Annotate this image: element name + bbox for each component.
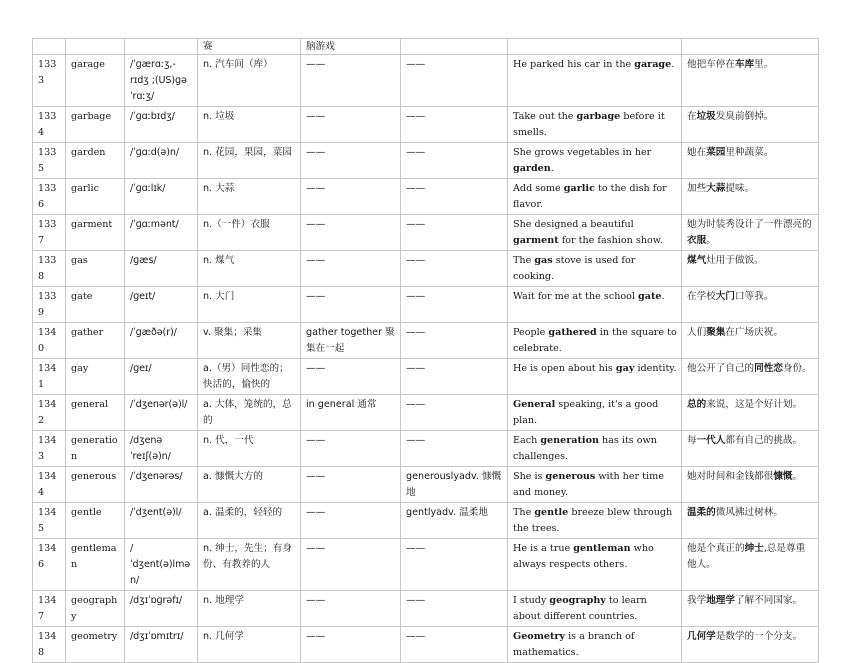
example-text: Wait for me at the school	[513, 291, 639, 302]
example-text: 。	[706, 235, 716, 246]
cell-example-cn	[682, 215, 819, 251]
keyword-highlight: geography	[549, 595, 606, 606]
cell-ipa: /ˈɡɑːlɪk/	[125, 179, 198, 215]
cell-num: 1348	[33, 627, 66, 663]
cell-phrase: ——	[301, 503, 401, 539]
cell-derivative: ——	[401, 251, 508, 287]
cell-word: garlic	[66, 179, 125, 215]
cell-example-en	[508, 251, 682, 287]
cell-num: 1345	[33, 503, 66, 539]
vocabulary-table	[32, 38, 819, 663]
keyword-highlight: 同性恋	[754, 363, 783, 374]
cell-num: 1335	[33, 143, 66, 179]
example-text: 她为时装秀设计了一件漂亮的	[687, 219, 812, 230]
vocabulary-table-body	[33, 39, 819, 663]
example-text: who always respects others.	[513, 543, 654, 570]
table-row	[33, 359, 819, 395]
cell-phrase: ——	[301, 143, 401, 179]
cell-word: garage	[66, 55, 125, 107]
cell-meaning: n. 几何学	[198, 627, 301, 663]
cell-example-en	[508, 143, 682, 179]
cell-example-cn	[682, 179, 819, 215]
cell-word: garden	[66, 143, 125, 179]
cell-num: 1338	[33, 251, 66, 287]
cell-example-en	[508, 287, 682, 323]
cell-word: gather	[66, 323, 125, 359]
example-text: 他是个真正的	[687, 543, 745, 554]
cell-example-cn	[682, 503, 819, 539]
keyword-highlight: garden	[513, 163, 551, 174]
cell-example-cn	[682, 395, 819, 431]
cell-example-cn	[682, 431, 819, 467]
keyword-highlight: 大门	[715, 291, 735, 302]
example-text: Take out the	[513, 111, 577, 122]
example-text: is a branch of mathematics.	[513, 631, 635, 658]
cell-phrase: ——	[301, 107, 401, 143]
keyword-highlight: gathered	[548, 327, 597, 338]
cell-word: geography	[66, 591, 125, 627]
cell-phrase: ——	[301, 359, 401, 395]
cell-ipa	[125, 39, 198, 55]
cell-ipa: /ˈdʒent(ə)lmən/	[125, 539, 198, 591]
cell-derivative: generouslyadv. 慷慨地	[401, 467, 508, 503]
cell-num: 1347	[33, 591, 66, 627]
cell-phrase: in general 通常	[301, 395, 401, 431]
cell-example-cn	[682, 251, 819, 287]
cell-phrase: ——	[301, 287, 401, 323]
table-row	[33, 591, 819, 627]
cell-num: 1343	[33, 431, 66, 467]
cell-example-en	[508, 539, 682, 591]
keyword-highlight: 总的	[687, 399, 707, 410]
cell-example-en	[508, 467, 682, 503]
keyword-highlight: garment	[513, 235, 559, 246]
cell-phrase: ——	[301, 467, 401, 503]
cell-phrase: ——	[301, 179, 401, 215]
cell-example-en	[508, 431, 682, 467]
cell-ipa: /ˈɡɑːd(ə)n/	[125, 143, 198, 179]
cell-derivative: ——	[401, 591, 508, 627]
cell-example-cn	[682, 143, 819, 179]
example-text: 她对时间和金钱都很	[687, 471, 774, 482]
cell-word: garment	[66, 215, 125, 251]
cell-ipa: /ˈdʒent(ə)l/	[125, 503, 198, 539]
cell-meaning: n. 绅士，先生；有身份、有教养的人	[198, 539, 301, 591]
example-text: 里种蔬菜。	[725, 147, 774, 158]
cell-derivative: ——	[401, 431, 508, 467]
example-text: 在学校	[687, 291, 716, 302]
table-row	[33, 215, 819, 251]
example-text: in the square to celebrate.	[513, 327, 677, 354]
example-text: 灶用于做饭。	[706, 255, 764, 266]
example-text: .	[671, 59, 675, 70]
keyword-highlight: garage	[634, 59, 672, 70]
keyword-highlight: 衣服	[687, 235, 707, 246]
table-row	[33, 627, 819, 663]
cell-meaning: 赛	[198, 39, 301, 55]
cell-ipa: /dʒenəˈreɪʃ(ə)n/	[125, 431, 198, 467]
cell-phrase: ——	[301, 591, 401, 627]
cell-ipa: /ɡæs/	[125, 251, 198, 287]
cell-example-en	[508, 395, 682, 431]
cell-example-cn	[682, 287, 819, 323]
cell-phrase: ——	[301, 539, 401, 591]
cell-ipa: /dʒɪˈɒmɪtrɪ/	[125, 627, 198, 663]
example-text: .	[550, 163, 554, 174]
example-text: 里。	[754, 59, 774, 70]
cell-word: gentle	[66, 503, 125, 539]
cell-num: 1339	[33, 287, 66, 323]
example-text: He parked his car in the	[513, 59, 635, 70]
example-text: Add some	[513, 183, 564, 194]
example-text: 。	[792, 471, 803, 482]
keyword-highlight: 车库	[734, 59, 755, 70]
cell-example-en	[508, 323, 682, 359]
cell-num: 1341	[33, 359, 66, 395]
table-row	[33, 251, 819, 287]
cell-example-en	[508, 627, 682, 663]
keyword-highlight: gate	[638, 291, 662, 302]
keyword-highlight: Geometry	[513, 631, 566, 642]
cell-ipa: /ˈɡɑːbɪdʒ/	[125, 107, 198, 143]
table-row	[33, 539, 819, 591]
cell-ipa: /ˈɡɑːmənt/	[125, 215, 198, 251]
table-row	[33, 179, 819, 215]
cell-derivative: ——	[401, 55, 508, 107]
cell-example-cn	[682, 591, 819, 627]
cell-derivative: ——	[401, 539, 508, 591]
cell-ipa: /ˈdʒenər(ə)l/	[125, 395, 198, 431]
cell-example-cn	[682, 39, 819, 55]
continued-row	[33, 39, 819, 55]
example-text: speaking, it's a good plan.	[513, 399, 659, 426]
cell-phrase: ——	[301, 627, 401, 663]
cell-num: 1344	[33, 467, 66, 503]
cell-example-en	[508, 107, 682, 143]
cell-ipa: /ˈɡærɑːʒ,-rɪdʒ ;(US)ɡəˈrɑːʒ/	[125, 55, 198, 107]
keyword-highlight: generous	[545, 471, 596, 482]
cell-meaning: n. 煤气	[198, 251, 301, 287]
example-text: 加些	[687, 183, 707, 194]
example-text: 我学	[687, 595, 707, 606]
cell-derivative: ——	[401, 179, 508, 215]
cell-num: 1346	[33, 539, 66, 591]
example-text: 提味。	[725, 183, 755, 194]
cell-phrase: gather together 聚集在一起	[301, 323, 401, 359]
cell-num: 1333	[33, 55, 66, 107]
cell-word: gas	[66, 251, 125, 287]
cell-example-en	[508, 55, 682, 107]
example-text: 在广场庆祝。	[725, 327, 783, 338]
table-row	[33, 55, 819, 107]
cell-num: 1342	[33, 395, 66, 431]
example-text: She designed a beautiful	[513, 219, 634, 230]
example-text: before it smells.	[513, 111, 665, 138]
keyword-highlight: gas	[534, 255, 553, 266]
example-text: 了解不同国家。	[734, 595, 803, 606]
cell-example-cn	[682, 539, 819, 591]
cell-meaning: a.（男）同性恋的；快活的，愉快的	[198, 359, 301, 395]
example-text: The	[513, 507, 535, 518]
cell-example-cn	[682, 359, 819, 395]
cell-derivative: ——	[401, 215, 508, 251]
cell-num: 1334	[33, 107, 66, 143]
cell-ipa: /ˈdʒenərəs/	[125, 467, 198, 503]
example-text: .	[661, 291, 665, 302]
cell-phrase: ——	[301, 55, 401, 107]
keyword-highlight: gay	[615, 363, 635, 374]
example-text: 身份。	[782, 363, 812, 374]
example-text: ,总是尊重他人。	[687, 543, 806, 570]
cell-ipa: /ˈɡæðə(r)/	[125, 323, 198, 359]
cell-example-en	[508, 359, 682, 395]
cell-meaning: n. 地理学	[198, 591, 301, 627]
keyword-highlight: garbage	[576, 111, 621, 122]
cell-ipa: /dʒɪˈɒɡrəfɪ/	[125, 591, 198, 627]
example-text: 他把车停在	[687, 59, 735, 70]
example-text: 是数学的一个分支。	[715, 631, 803, 642]
example-text: with her time and money.	[513, 471, 664, 498]
example-text: I study	[513, 595, 550, 606]
example-text: 口等我。	[734, 291, 774, 302]
example-text: 人们	[687, 327, 707, 338]
cell-example-cn	[682, 323, 819, 359]
cell-meaning: n.（一件）衣服	[198, 215, 301, 251]
cell-meaning: n. 花园，果园，菜园	[198, 143, 301, 179]
cell-num: 1336	[33, 179, 66, 215]
cell-derivative: ——	[401, 143, 508, 179]
example-text: She grows vegetables in her	[513, 147, 652, 158]
table-row	[33, 143, 819, 179]
keyword-highlight: garlic	[563, 183, 595, 194]
keyword-highlight: 煤气	[687, 255, 707, 266]
cell-ipa: /ɡeɪ/	[125, 359, 198, 395]
cell-word: gay	[66, 359, 125, 395]
keyword-highlight: 聚集	[706, 327, 726, 338]
cell-word: geometry	[66, 627, 125, 663]
example-text: for the fashion show.	[558, 235, 663, 246]
example-text: 她在	[687, 147, 707, 158]
cell-example-cn	[682, 55, 819, 107]
example-text: 都有自己的挑战。	[725, 435, 803, 446]
cell-word: generous	[66, 467, 125, 503]
cell-num: 1340	[33, 323, 66, 359]
cell-derivative: ——	[401, 323, 508, 359]
example-text: 来说，这是个好计划。	[706, 399, 803, 410]
keyword-highlight: 一代人	[696, 435, 726, 446]
cell-meaning: a. 大体，笼统的，总的	[198, 395, 301, 431]
keyword-highlight: 地理学	[706, 595, 735, 606]
cell-num: 1337	[33, 215, 66, 251]
table-row	[33, 503, 819, 539]
cell-meaning: n. 代，一代	[198, 431, 301, 467]
cell-phrase: ——	[301, 251, 401, 287]
cell-derivative	[401, 39, 508, 55]
cell-example-en	[508, 215, 682, 251]
example-text: 在	[687, 111, 697, 122]
table-row	[33, 107, 819, 143]
keyword-highlight: gentle	[534, 507, 569, 518]
cell-phrase: ——	[301, 215, 401, 251]
example-text: He is a true	[513, 543, 574, 554]
cell-phrase: 脑游戏	[301, 39, 401, 55]
example-text: breeze blew through the trees.	[513, 507, 673, 534]
example-text: He is open about his	[513, 363, 616, 374]
example-text: People	[513, 327, 549, 338]
cell-word	[66, 39, 125, 55]
cell-meaning: n. 汽车间（库）	[198, 55, 301, 107]
example-text: The	[513, 255, 535, 266]
keyword-highlight: General	[513, 399, 556, 410]
cell-word: gentleman	[66, 539, 125, 591]
keyword-highlight: 绅士	[744, 543, 764, 554]
example-text: to the dish for flavor.	[513, 183, 667, 210]
cell-example-en	[508, 503, 682, 539]
cell-word: general	[66, 395, 125, 431]
table-row	[33, 431, 819, 467]
cell-meaning: n. 垃圾	[198, 107, 301, 143]
cell-meaning: a. 温柔的，轻轻的	[198, 503, 301, 539]
keyword-highlight: gentleman	[573, 543, 631, 554]
keyword-highlight: 菜园	[706, 147, 726, 158]
cell-ipa: /ɡeɪt/	[125, 287, 198, 323]
cell-num	[33, 39, 66, 55]
example-text: She is	[513, 471, 546, 482]
cell-derivative: ——	[401, 107, 508, 143]
cell-example-cn	[682, 107, 819, 143]
example-text: 发臭前倒掉。	[715, 111, 774, 122]
table-row	[33, 467, 819, 503]
cell-example-en	[508, 39, 682, 55]
example-text: stove is used for cooking.	[513, 255, 636, 282]
example-text: 每	[687, 435, 697, 446]
example-text: 他公开了自己的	[687, 363, 755, 374]
table-row	[33, 323, 819, 359]
keyword-highlight: 垃圾	[696, 111, 716, 122]
keyword-highlight: 大蒜	[706, 183, 726, 194]
example-text: has its own challenges.	[513, 435, 657, 462]
cell-meaning: v. 聚集；采集	[198, 323, 301, 359]
cell-meaning: n. 大门	[198, 287, 301, 323]
cell-derivative: ——	[401, 627, 508, 663]
keyword-highlight: 温柔的	[687, 507, 716, 518]
cell-derivative: ——	[401, 359, 508, 395]
cell-word: garbage	[66, 107, 125, 143]
cell-derivative: gentlyadv. 温柔地	[401, 503, 508, 539]
table-row	[33, 287, 819, 323]
cell-meaning: a. 慷慨大方的	[198, 467, 301, 503]
cell-example-en	[508, 179, 682, 215]
cell-example-en	[508, 591, 682, 627]
cell-derivative: ——	[401, 287, 508, 323]
example-text: to learn about different countries.	[513, 595, 647, 622]
keyword-highlight: 几何学	[687, 631, 716, 642]
cell-word: gate	[66, 287, 125, 323]
keyword-highlight: generation	[540, 435, 599, 446]
cell-example-cn	[682, 627, 819, 663]
cell-derivative: ——	[401, 395, 508, 431]
cell-word: generation	[66, 431, 125, 467]
example-text: Each	[513, 435, 541, 446]
cell-phrase: ——	[301, 431, 401, 467]
table-row	[33, 395, 819, 431]
cell-meaning: n. 大蒜	[198, 179, 301, 215]
keyword-highlight: 慷慨	[773, 471, 793, 482]
cell-example-cn	[682, 467, 819, 503]
example-text: identity.	[634, 363, 677, 374]
example-text: 微风拂过树林。	[715, 507, 783, 518]
